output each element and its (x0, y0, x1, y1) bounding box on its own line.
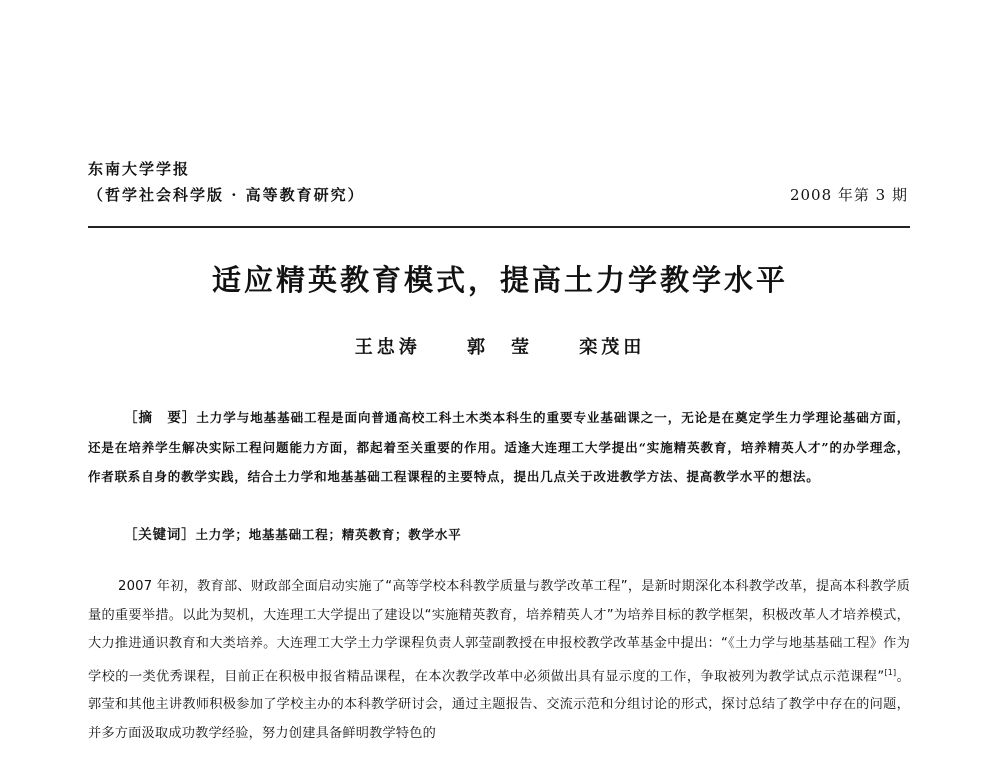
body-paragraph (88, 573, 910, 748)
author-name: 郭 莹 (467, 337, 533, 358)
author-list (0, 333, 1000, 359)
keywords-label: ［关键词］ (124, 527, 196, 543)
keywords-text: 土力学；地基基础工程；精英教育；教学水平 (195, 527, 462, 542)
body-text: 2007 年初，教育部、财政部全面启动实施了“高等学校本科教学质量与教学改革工程”，是新时期深化本科教学改革，提高本科教学质量的重要举措。以此为契机，大连理工大学提出了建设以“实施精英教育，培养精英人才”为培养目标的教学框架，积极改革人才培养模式，大力推进通识教育和大类培养。大连理工大学土力学课程负责人郭莹副教授在申报校教学改革基金中提出：“《土力学与地基基础工程》作为学校的一类优秀课程，目前正在积极申报省精品课程，在本次教学改革中必须做出具有显示度的工作，争取被列为教学试点示范课程” (88, 579, 910, 684)
article-title: 适应精英教育模式，提高土力学教学水平 (211, 263, 788, 297)
author-name: 栾茂田 (579, 337, 646, 358)
author-name: 王忠涛 (354, 337, 421, 358)
citation-marker: [1] (884, 667, 897, 677)
body-text-continued: 。郭莹和其他主讲教师积极参加了学校主办的本科教学研讨会，通过主题报告、交流示范和分组讨论的形式，探讨总结了教学中存在的问题，并多方面汲取成功教学经验，努力创建具备鲜明教学特色的 (88, 668, 910, 741)
abstract (88, 403, 910, 491)
keywords (124, 523, 910, 543)
abstract-text: 土力学与地基基础工程是面向普通高校工科土木类本科生的重要专业基础课之一，无论是在奠定学生力学理论基础方面，还是在培养学生解决实际工程问题能力方面，都起着至关重要的作用。适逢大连理工大学提出“实施精英教育，培养精英人才”的办学理念，作者联系自身的教学实践，结合土力学和地基基础工程课程的主要特点，提出几点关于改进教学方法、提高教学水平的想法。 (88, 410, 910, 484)
issue-number: 2008 年第 3 期 (789, 186, 908, 204)
journal-name: 东南大学学报 (88, 160, 191, 178)
abstract-label: ［摘 要］ (124, 410, 197, 426)
header-divider (88, 226, 910, 228)
journal-edition: （哲学社会科学版 · 高等教育研究） (88, 186, 365, 204)
